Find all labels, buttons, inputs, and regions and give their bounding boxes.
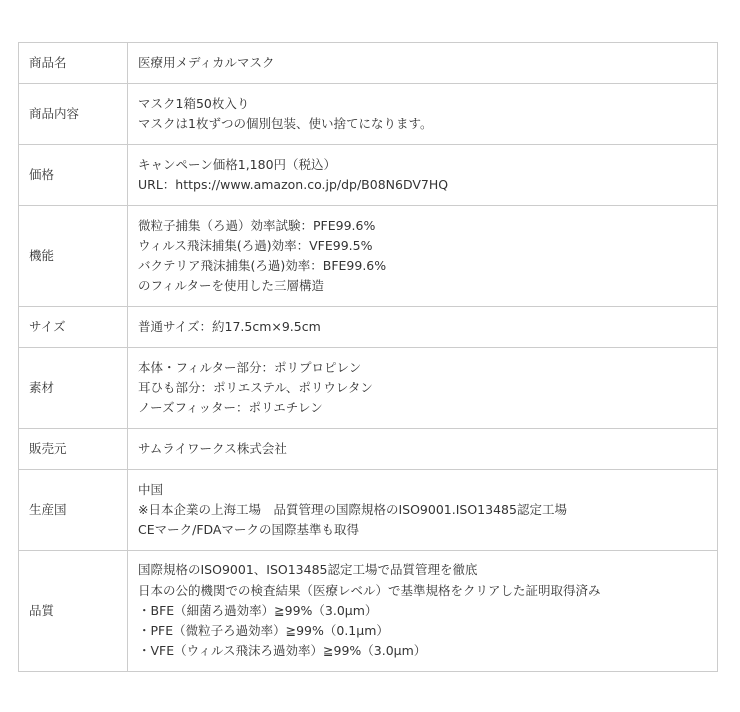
spec-row-contents bbox=[19, 84, 718, 145]
spec-value bbox=[128, 206, 718, 307]
spec-value-line: ウィルス飛沫捕集(ろ過)効率：VFE99.5% bbox=[138, 237, 373, 253]
spec-value-line: 普通サイズ：約17.5cm×9.5cm bbox=[138, 318, 321, 334]
spec-value-line: ・BFE（細菌ろ過効率）≧99%（3.0μm） bbox=[138, 602, 378, 618]
spec-value-line: 医療用メディカルマスク bbox=[138, 54, 275, 70]
spec-value bbox=[128, 429, 718, 470]
spec-value-line: ノーズフィッター：ポリエチレン bbox=[138, 400, 323, 416]
spec-label: 機能 bbox=[19, 206, 128, 307]
spec-value-line: ・VFE（ウィルス飛沫ろ過効率）≧99%（3.0μm） bbox=[138, 643, 427, 659]
spec-label: 品質 bbox=[19, 551, 128, 672]
spec-value-line: マスク1箱50枚入り bbox=[138, 95, 250, 111]
spec-value-line: バクテリア飛沫捕集(ろ過)効率：BFE99.6% bbox=[138, 258, 387, 273]
spec-value-line: キャンペーン価格1,180円（税込） bbox=[138, 156, 337, 172]
spec-value-line: CEマーク/FDAマークの国際基準も取得 bbox=[138, 522, 359, 538]
spec-value bbox=[128, 470, 718, 551]
spec-value-line: ※日本企業の上海工場 品質管理の国際規格のISO9001.ISO13485認定工場 bbox=[138, 501, 567, 517]
spec-value-line: のフィルターを使用した三層構造 bbox=[138, 278, 325, 294]
spec-label: サイズ bbox=[19, 307, 128, 348]
spec-value-line: 国際規格のISO9001、ISO13485認定工場で品質管理を徹底 bbox=[138, 562, 478, 578]
product-spec-table bbox=[18, 42, 718, 672]
spec-row-product-name bbox=[19, 43, 718, 84]
spec-label: 販売元 bbox=[19, 429, 128, 470]
spec-row-seller bbox=[19, 429, 718, 470]
spec-value-line: 日本の公的機関での検査結果（医療レベル）で基準規格をクリアした証明取得済み bbox=[138, 582, 601, 598]
spec-row-origin bbox=[19, 470, 718, 551]
spec-label: 生産国 bbox=[19, 470, 128, 551]
spec-row-quality bbox=[19, 551, 718, 672]
spec-value bbox=[128, 348, 718, 429]
spec-row-size bbox=[19, 307, 718, 348]
spec-value-line: 本体・フィルター部分：ポリプロピレン bbox=[138, 359, 362, 375]
spec-row-price bbox=[19, 145, 718, 206]
spec-row-material bbox=[19, 348, 718, 429]
spec-row-function bbox=[19, 206, 718, 307]
spec-value-line: マスクは1枚ずつの個別包装、使い捨てになります。 bbox=[138, 116, 433, 131]
spec-value bbox=[128, 145, 718, 206]
spec-label: 価格 bbox=[19, 145, 128, 206]
spec-value-line: 耳ひも部分：ポリエステル、ポリウレタン bbox=[138, 379, 373, 395]
spec-value bbox=[128, 43, 718, 84]
spec-value-line: 微粒子捕集（ろ過）効率試験：PFE99.6% bbox=[138, 217, 376, 233]
spec-value bbox=[128, 84, 718, 145]
spec-value-line: URL：https://www.amazon.co.jp/dp/B08N6DV7HQ bbox=[138, 177, 449, 192]
spec-label: 商品名 bbox=[19, 43, 128, 84]
spec-value-line: 中国 bbox=[138, 481, 164, 497]
spec-label: 商品内容 bbox=[19, 84, 128, 145]
spec-label: 素材 bbox=[19, 348, 128, 429]
spec-value bbox=[128, 307, 718, 348]
spec-value bbox=[128, 551, 718, 672]
spec-value-line: ・PFE（微粒子ろ過効率）≧99%（0.1μm） bbox=[138, 623, 389, 639]
spec-value-line: サムライワークス株式会社 bbox=[138, 440, 287, 456]
